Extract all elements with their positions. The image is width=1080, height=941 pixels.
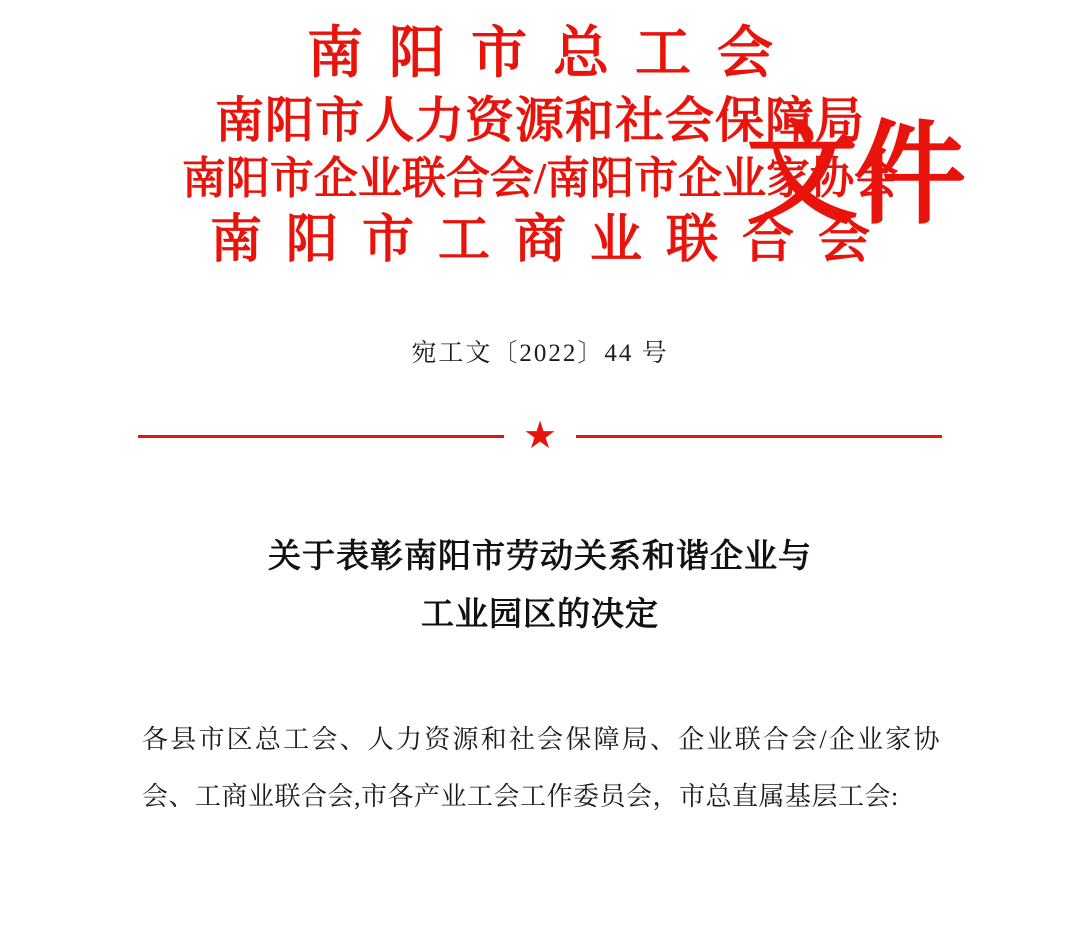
document-number: 宛工文〔2022〕44 号 — [411, 340, 669, 367]
document-body — [0, 711, 1080, 825]
star-icon: ★ — [522, 415, 558, 457]
divider-left-rule — [138, 435, 504, 438]
masthead-line-3: 南阳市企业联合会/南阳市企业家协会 — [181, 154, 899, 203]
document-title-line-2: 工业园区的决定 — [421, 597, 659, 634]
divider-right-rule — [576, 435, 942, 438]
document-title-line-1: 关于表彰南阳市劳动关系和谐企业与 — [268, 539, 812, 576]
body-paragraph-1: 各县市区总工会、人力资源和社会保障局、企业联合会/企业家协会、工商业联合会,市各产业工会工作委员会，市总直属基层工会: — [142, 724, 940, 812]
masthead-line-2: 南阳市人力资源和社会保障局 — [214, 93, 865, 148]
red-divider — [0, 415, 1080, 457]
masthead-line-4: 南阳市工商业联合会 — [209, 212, 894, 269]
masthead — [0, 0, 1080, 267]
document-title — [0, 529, 1080, 645]
masthead-document-word: 文件 — [746, 114, 962, 238]
masthead-line-1: 南阳市总工会 — [307, 23, 799, 85]
